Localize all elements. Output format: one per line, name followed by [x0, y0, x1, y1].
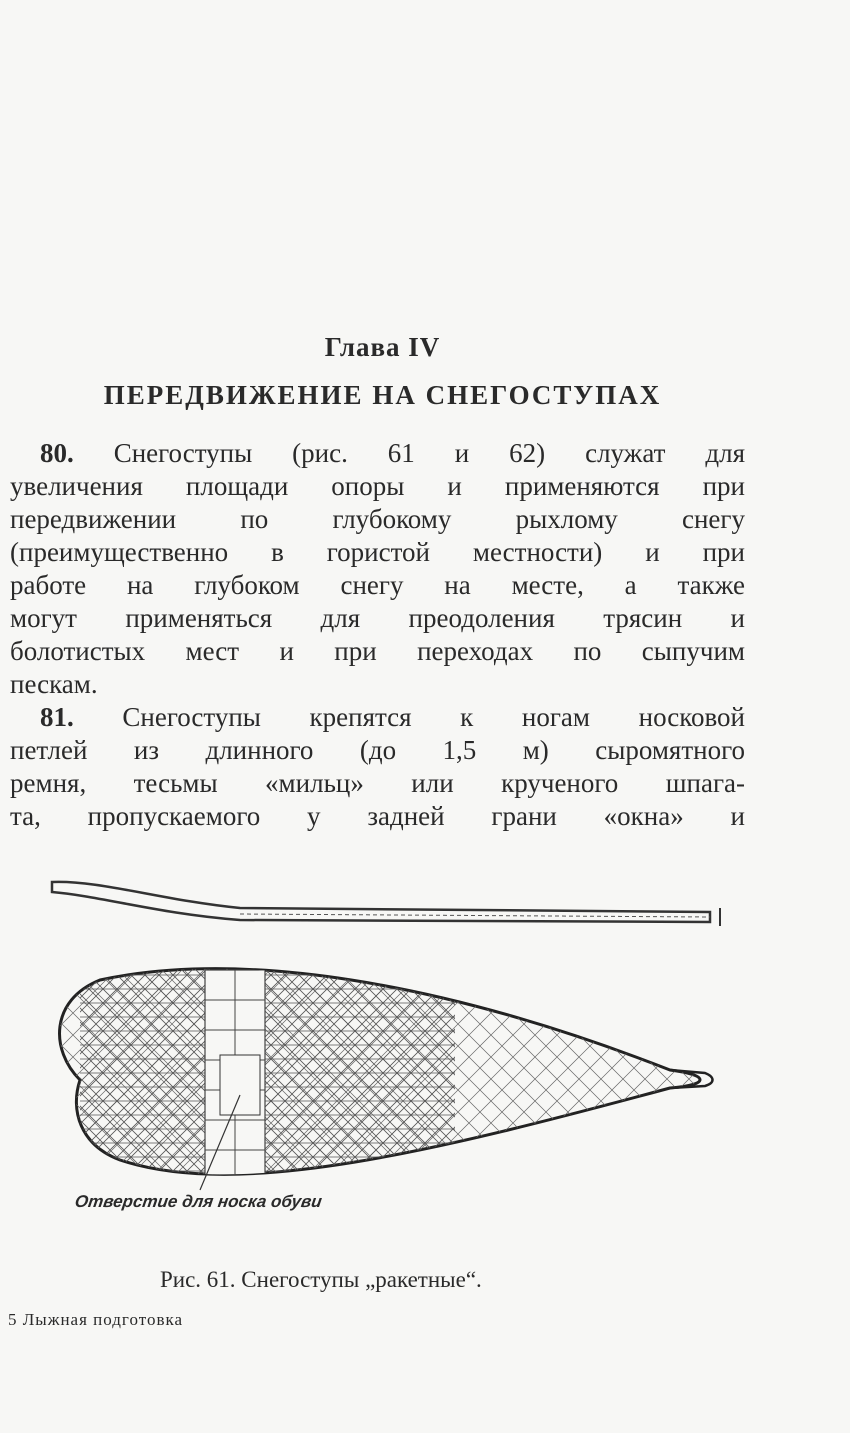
paragraph-number: 81.	[40, 702, 74, 732]
text-line: болотистых мест и при переходах по сыпучим	[10, 636, 745, 666]
text-line: могут применяться для преодоления трясин и	[10, 603, 745, 633]
side-view	[52, 882, 720, 926]
text-line: петлей из длинного (до 1,5 м) сыромятного	[10, 735, 745, 765]
text-line: (преимущественно в гористой местности) и при	[10, 537, 745, 567]
text-line: 80. Снегоступы (рис. 61 и 62) служат для	[40, 438, 746, 468]
text-line: ремня, тесьмы «мильц» или крученого шпага-	[10, 768, 745, 798]
chapter-heading: Глава IV	[324, 332, 441, 362]
text-line: 81. Снегоступы крепятся к ногам носковой	[40, 702, 745, 732]
text-line: та, пропускаемого у задней грани «окна» и	[10, 801, 745, 831]
text-line: передвижении по глубокому рыхлому снегу	[10, 504, 745, 534]
body-text	[10, 437, 745, 833]
figure-label: Отверстие для носка обуви	[73, 1192, 324, 1211]
text-line: работе на глубоком снегу на месте, а также	[10, 570, 745, 600]
page-footer: 5 Лыжная подготовка	[8, 1310, 184, 1329]
section-title: ПЕРЕДВИЖЕНИЕ НА СНЕГОСТУПАХ	[103, 380, 662, 410]
text-line: пескам.	[10, 669, 98, 699]
snowshoe-illustration	[40, 870, 740, 1200]
top-view	[60, 960, 713, 1200]
text-line: увеличения площади опоры и применяются при	[10, 471, 745, 501]
paragraph-number: 80.	[40, 438, 74, 468]
figure-caption: Рис. 61. Снегоступы „ракетные“.	[160, 1267, 482, 1292]
